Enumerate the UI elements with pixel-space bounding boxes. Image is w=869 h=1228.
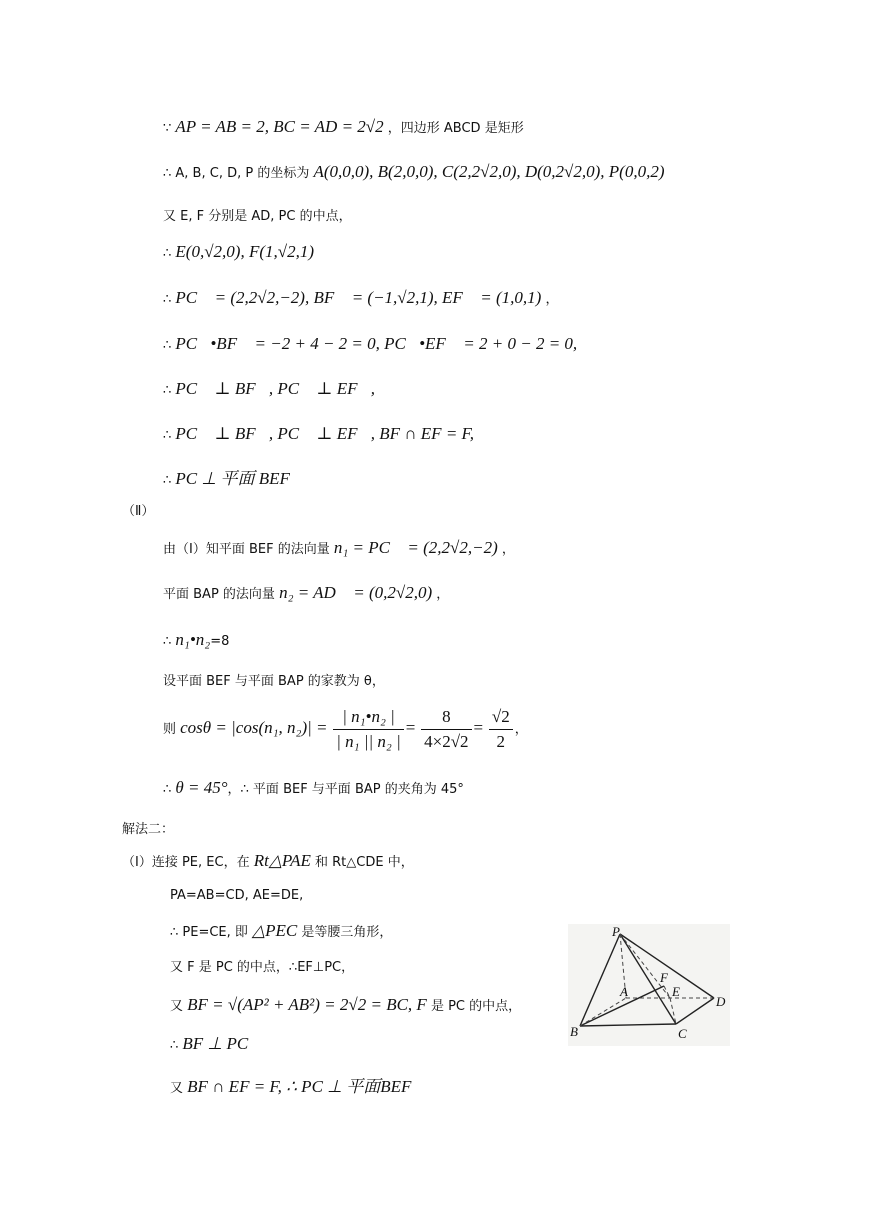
label-b: B <box>570 1024 578 1039</box>
pyramid-diagram <box>568 924 730 1046</box>
label-c: C <box>678 1026 687 1041</box>
label-a: A <box>620 984 628 999</box>
text-line-4: ∴ E(0,√2,0), F(1,√2,1) <box>163 242 314 261</box>
text-line-5: ∴ PC⃗ = (2,2√2,−2), BF⃗ = (−1,√2,1), EF⃗ = (1,0,1) ， <box>163 288 559 307</box>
label-p: P <box>612 924 620 939</box>
text-line-21: 又 BF = √(AP² + AB²) = 2√2 = BC, F 是 PC 的中点， <box>170 995 522 1014</box>
label-e: E <box>672 984 680 999</box>
edge-bc <box>580 1024 676 1026</box>
fraction-abs-dot: $\frac{\text{| n₁•n₂ |}}{\text{| n₁ || n₂ |}}$ <box>333 707 404 752</box>
method-two-heading: 解法二： <box>122 822 175 837</box>
text-line-18: PA=AB=CD, AE=DE, <box>170 888 304 903</box>
fraction-root-two: $\frac{√2}{2}$ <box>489 707 513 752</box>
text-line-20: 又 F 是 PC 的中点，∴EF⊥PC， <box>170 960 355 975</box>
label-d: D <box>716 994 726 1009</box>
text-line-2: ∴ A, B, C, D, P 的坐标为 A(0,0,0), B(2,0,0), C(2,2√2,0), D(0,2√2,0), P(0,0,2) <box>163 162 665 181</box>
text-line-23: 又 BF ∩ EF = F, ∴ PC ⊥ 平面BEF <box>170 1077 412 1096</box>
text-line-1: ∵ AP = AB = 2, BC = AD = 2√2 ，四边形 ABCD 是矩形 <box>163 117 524 136</box>
text-line-15: ∴ θ = 45°，∴ 平面 BEF 与平面 BAP 的夹角为 45° <box>163 778 464 797</box>
edge-pb <box>580 934 620 1026</box>
text-line-19: ∴ PE=CE, 即 △PEC 是等腰三角形， <box>170 921 393 940</box>
text-line-6: ∴ PC⃗•BF⃗ = −2 + 4 − 2 = 0, PC⃗•EF⃗ = 2 + 0 − 2 = 0, <box>163 334 578 353</box>
text-line-8: ∴ PC⃗ ⊥ BF⃗, PC⃗ ⊥ EF⃗, BF ∩ EF = F, <box>163 424 474 443</box>
label-f: F <box>660 970 668 985</box>
text-line-17: （Ⅰ）连接 PE, EC，在 Rt△PAE 和 Rt△CDE 中， <box>122 851 414 870</box>
text-line-22: ∴ BF ⊥ PC <box>170 1034 249 1053</box>
edge-ba <box>580 998 626 1026</box>
pyramid-figure <box>568 924 730 1046</box>
text-line-11: 平面 BAP 的法向量 n₂ = AD⃗ = (0,2√2,0) ， <box>163 583 450 602</box>
edge-cd <box>676 998 714 1024</box>
text-line-10: 由（Ⅰ）知平面 BEF 的法向量 n₁ = PC⃗ = (2,2√2,−2) ， <box>163 538 515 557</box>
text-line-13: 设平面 BEF 与平面 BAP 的家教为 θ， <box>163 674 385 689</box>
text-line-9: ∴ PC ⊥ 平面 BEF <box>163 469 290 488</box>
fraction-eight: $\frac{8}{4\times 2√2}$ <box>421 707 471 752</box>
edge-pd <box>620 934 714 998</box>
text-line-12: ∴ n₁•n₂=8 <box>163 630 230 649</box>
cos-formula-line: 则 cosθ = |cos(n₁, n₂)| = $\frac{\text{| n₁•n₂ |}}{\text{| n₁ || n₂ |}}$ = $\frac{8}{4\times 2√2}$ = $\frac{√2}{2}$ ， <box>163 707 528 751</box>
section-heading-2: （Ⅱ） <box>122 504 155 519</box>
text-line-7: ∴ PC⃗ ⊥ BF⃗, PC⃗ ⊥ EF⃗, <box>163 379 376 398</box>
text-line-3: 又 E, F 分别是 AD, PC 的中点， <box>163 209 352 224</box>
